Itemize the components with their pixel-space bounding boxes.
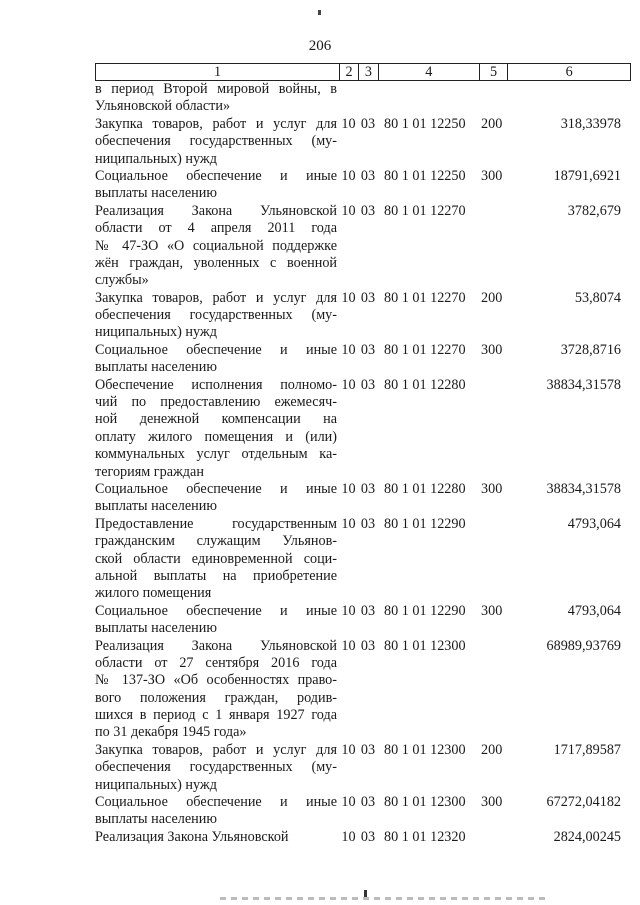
header-col-1: 1 bbox=[213, 64, 222, 80]
description-line: выплаты населению bbox=[95, 620, 217, 637]
description-line: ной денежной компенсации на bbox=[95, 411, 337, 428]
subsection-code: 03 bbox=[360, 602, 376, 619]
description-line: Ульяновской области» bbox=[95, 98, 231, 115]
section-code: 10 bbox=[341, 480, 356, 497]
section-code: 10 bbox=[341, 637, 356, 654]
subsection-code bbox=[358, 81, 378, 116]
row-description bbox=[95, 81, 339, 116]
amount: 67272,04182 bbox=[546, 794, 621, 811]
target-article-code: 80 1 01 12280 bbox=[384, 480, 466, 497]
target-article-code: 80 1 01 12250 bbox=[384, 115, 466, 132]
section-code: 10 bbox=[341, 115, 356, 132]
table-row bbox=[95, 481, 631, 516]
row-description bbox=[95, 603, 339, 638]
table-row bbox=[95, 116, 631, 168]
section-code: 10 bbox=[341, 741, 356, 758]
description-line: выплаты населению bbox=[95, 359, 217, 376]
section-code: 10 bbox=[341, 376, 356, 393]
description-line: оплату жилого помещения и (или) bbox=[95, 428, 337, 445]
table-row bbox=[95, 603, 631, 638]
subsection-code: 03 bbox=[360, 376, 376, 393]
table-row bbox=[95, 742, 631, 794]
scan-mark-top bbox=[318, 10, 321, 15]
description-line: Социальное обеспечение и иные bbox=[95, 167, 337, 184]
section-code: 10 bbox=[341, 289, 356, 306]
description-line: жилого помещения bbox=[95, 585, 212, 602]
description-line: ниципальных) нужд bbox=[95, 776, 217, 793]
description-line: ниципальных) нужд bbox=[95, 150, 217, 167]
expense-type-code bbox=[479, 829, 508, 846]
table-row bbox=[95, 342, 631, 377]
amount: 3728,8716 bbox=[560, 341, 621, 358]
description-line: ской области единовременной соци- bbox=[95, 550, 337, 567]
amount: 18791,6921 bbox=[553, 167, 621, 184]
description-line: обеспечения государственных (му- bbox=[95, 133, 337, 150]
description-line: Реализация Закона Ульяновской bbox=[95, 828, 289, 845]
section-code: 10 bbox=[341, 167, 356, 184]
description-line: области от 4 апреля 2011 года bbox=[95, 220, 337, 237]
target-article-code: 80 1 01 12280 bbox=[384, 376, 466, 393]
expense-type-code bbox=[479, 516, 508, 603]
row-description bbox=[95, 168, 339, 203]
expense-type-code: 200 bbox=[481, 289, 503, 306]
description-line: выплаты населению bbox=[95, 498, 217, 515]
row-description bbox=[95, 290, 339, 342]
amount: 2824,00245 bbox=[553, 828, 621, 845]
page-number: 206 bbox=[308, 38, 332, 54]
description-line: обеспечения государственных (му- bbox=[95, 759, 337, 776]
row-description bbox=[95, 742, 339, 794]
target-article-code: 80 1 01 12270 bbox=[384, 341, 466, 358]
description-line: Закупка товаров, работ и услуг для bbox=[95, 289, 337, 306]
row-description bbox=[95, 794, 339, 829]
row-description bbox=[95, 638, 339, 742]
table-row bbox=[95, 81, 631, 116]
expense-type-code bbox=[479, 203, 508, 290]
table-row bbox=[95, 829, 631, 846]
amount: 68989,93769 bbox=[546, 637, 621, 654]
description-line: области от 27 сентября 2016 года bbox=[95, 654, 337, 671]
subsection-code: 03 bbox=[360, 794, 376, 811]
subsection-code: 03 bbox=[360, 167, 376, 184]
target-article-code: 80 1 01 12300 bbox=[384, 794, 466, 811]
amount: 318,33978 bbox=[560, 115, 621, 132]
description-line: № 137-ЗО «Об особенностях право- bbox=[95, 672, 337, 689]
expense-type-code bbox=[479, 81, 508, 116]
expense-type-code: 300 bbox=[481, 602, 503, 619]
description-line: Социальное обеспечение и иные bbox=[95, 480, 337, 497]
table-row bbox=[95, 516, 631, 603]
description-line: альной выплаты на приобретение bbox=[95, 567, 337, 584]
subsection-code: 03 bbox=[360, 341, 376, 358]
description-line: № 47-ЗО «О социальной поддержке bbox=[95, 237, 337, 254]
amount: 4793,064 bbox=[567, 602, 621, 619]
header-col-4: 4 bbox=[378, 64, 479, 80]
description-line: Реализация Закона Ульяновской bbox=[95, 637, 337, 654]
table-header bbox=[95, 63, 631, 81]
expense-type-code: 300 bbox=[481, 794, 503, 811]
row-description bbox=[95, 377, 339, 481]
expense-type-code: 300 bbox=[481, 167, 503, 184]
target-article-code: 80 1 01 12300 bbox=[384, 637, 466, 654]
section-code: 10 bbox=[341, 828, 356, 845]
subsection-code: 03 bbox=[360, 828, 376, 845]
expense-type-code bbox=[479, 638, 508, 742]
description-line: чий по предоставлению ежемесяч- bbox=[95, 394, 337, 411]
amount: 3782,679 bbox=[567, 202, 621, 219]
header-col-2: 2 bbox=[339, 64, 358, 80]
target-article-code: 80 1 01 12290 bbox=[384, 602, 466, 619]
amount: 38834,31578 bbox=[546, 480, 621, 497]
header-col-5: 5 bbox=[479, 64, 508, 80]
section-code: 10 bbox=[341, 515, 356, 532]
expense-type-code: 200 bbox=[481, 115, 503, 132]
section-code: 10 bbox=[341, 202, 356, 219]
description-line: Закупка товаров, работ и услуг для bbox=[95, 741, 337, 758]
description-line: Реализация Закона Ульяновской bbox=[95, 202, 337, 219]
description-line: Социальное обеспечение и иные bbox=[95, 794, 337, 811]
subsection-code: 03 bbox=[360, 741, 376, 758]
expense-type-code: 300 bbox=[481, 480, 503, 497]
row-description bbox=[95, 116, 339, 168]
header-col-6: 6 bbox=[507, 64, 630, 80]
expense-type-code bbox=[479, 377, 508, 481]
description-line: коммунальных услуг отдельным ка- bbox=[95, 446, 337, 463]
description-line: жён граждан, уволенных с военной bbox=[95, 254, 337, 271]
description-line: ниципальных) нужд bbox=[95, 324, 217, 341]
expense-type-code: 200 bbox=[481, 741, 503, 758]
section-code: 10 bbox=[341, 602, 356, 619]
description-line: Социальное обеспечение и иные bbox=[95, 602, 337, 619]
table-row bbox=[95, 203, 631, 290]
description-line: обеспечения государственных (му- bbox=[95, 307, 337, 324]
row-description bbox=[95, 203, 339, 290]
target-article-code: 80 1 01 12250 bbox=[384, 167, 466, 184]
header-col-3: 3 bbox=[358, 64, 378, 80]
description-line: выплаты населению bbox=[95, 811, 217, 828]
section-code: 10 bbox=[341, 341, 356, 358]
description-line: тегориям граждан bbox=[95, 463, 204, 480]
amount: 53,8074 bbox=[574, 289, 621, 306]
target-article-code: 80 1 01 12270 bbox=[384, 202, 466, 219]
subsection-code: 03 bbox=[360, 637, 376, 654]
scan-noise bbox=[220, 897, 550, 900]
amount: 4793,064 bbox=[567, 515, 621, 532]
subsection-code: 03 bbox=[360, 115, 376, 132]
amount bbox=[508, 81, 631, 116]
description-line: по 31 декабря 1945 года» bbox=[95, 724, 247, 741]
description-line: Предоставление государственным bbox=[95, 515, 337, 532]
description-line: в период Второй мировой войны, в bbox=[95, 81, 337, 97]
row-description bbox=[95, 829, 339, 846]
table-row bbox=[95, 168, 631, 203]
subsection-code: 03 bbox=[360, 515, 376, 532]
target-article-code: 80 1 01 12270 bbox=[384, 289, 466, 306]
description-line: Социальное обеспечение и иные bbox=[95, 341, 337, 358]
row-description bbox=[95, 342, 339, 377]
target-article-code bbox=[378, 81, 479, 116]
table-row bbox=[95, 377, 631, 481]
amount: 1717,89587 bbox=[553, 741, 621, 758]
budget-table bbox=[95, 63, 631, 846]
table-row bbox=[95, 638, 631, 742]
table-row bbox=[95, 290, 631, 342]
subsection-code: 03 bbox=[360, 289, 376, 306]
subsection-code: 03 bbox=[360, 202, 376, 219]
target-article-code: 80 1 01 12300 bbox=[384, 741, 466, 758]
description-line: службы» bbox=[95, 272, 149, 289]
target-article-code: 80 1 01 12290 bbox=[384, 515, 466, 532]
subsection-code: 03 bbox=[360, 480, 376, 497]
description-line: выплаты населению bbox=[95, 185, 217, 202]
table-row bbox=[95, 794, 631, 829]
section-code bbox=[339, 81, 358, 116]
table-body bbox=[95, 81, 631, 846]
target-article-code: 80 1 01 12320 bbox=[384, 828, 466, 845]
description-line: Обеспечение исполнения полномо- bbox=[95, 376, 337, 393]
description-line: шихся в период с 1 января 1927 года bbox=[95, 707, 337, 724]
description-line: гражданским служащим Ульянов- bbox=[95, 533, 337, 550]
description-line: Закупка товаров, работ и услуг для bbox=[95, 115, 337, 132]
description-line: вого положения граждан, родив- bbox=[95, 689, 337, 706]
section-code: 10 bbox=[341, 794, 356, 811]
expense-type-code: 300 bbox=[481, 341, 503, 358]
row-description bbox=[95, 481, 339, 516]
amount: 38834,31578 bbox=[546, 376, 621, 393]
row-description bbox=[95, 516, 339, 603]
